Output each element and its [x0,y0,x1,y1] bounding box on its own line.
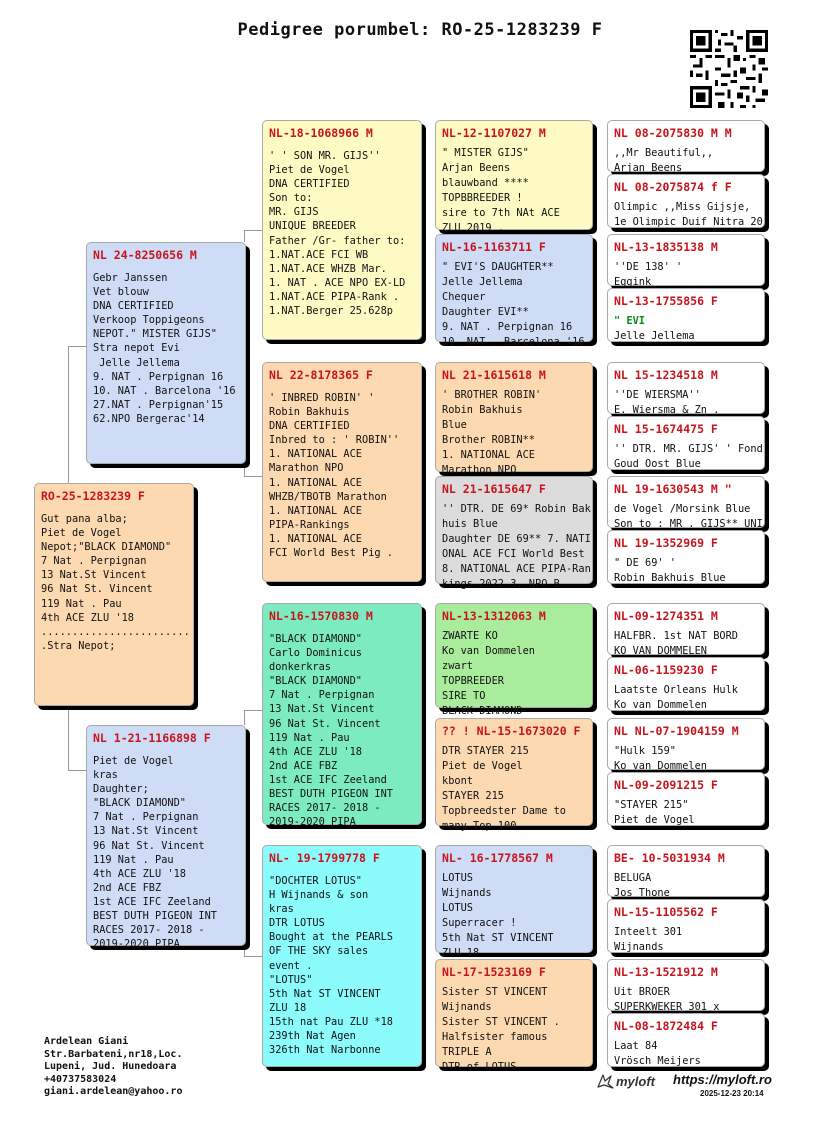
card-mf[interactable] [262,603,422,829]
brand-logo [596,1072,655,1090]
card-g3[interactable] [607,234,765,286]
pigeon-info: " DE 69' ' Robin Bakhuis Blue [614,557,726,584]
pigeon-info: Uit BROER SUPERKWEKER 301 x [614,986,720,1013]
ring-number: NL 15-1674475 F [614,422,718,436]
pigeon-info: " EVI'S DAUGHTER** Jelle Jellema Chequer Daughter EVI** 9. NAT . Perpignan 16 10. NAT . Barcelona '16 [442,261,585,348]
pigeon-logo-icon [596,1072,614,1090]
card-g9[interactable] [607,603,765,655]
card-father[interactable] [86,242,246,464]
card-g16[interactable] [607,1013,765,1067]
card-g2[interactable] [607,174,765,228]
pigeon-info: Inteelt 301 Wijnands [614,926,683,953]
ring-number: NL-13-1312063 M [442,609,546,623]
card-g7[interactable] [607,476,765,528]
pigeon-info: Gebr Janssen Vet blouw DNA CERTIFIED Verkoop Toppigeons NEPOT." MISTER GIJS" Stra nepot Evi Jelle Jellema 9. NAT . Perpignan 16 10. NAT . Barcelona '16 27.NAT . Perpignan'15 62.NPO Bergerac'14 [93,272,236,425]
card-g11[interactable] [607,718,765,770]
card-g10[interactable] [607,657,765,711]
pigeon-info: Jelle Jellema [614,330,695,342]
ring-number: NL 15-1234518 M [614,368,718,382]
card-g5[interactable] [607,362,765,414]
pigeon-info: HALFBR. 1st NAT BORD KO VAN DOMMELEN [614,630,738,657]
card-ffm[interactable] [435,234,593,348]
ring-number: NL 1-21-1166898 F [93,731,211,745]
card-g4[interactable] [607,288,765,342]
card-fmf[interactable] [435,362,593,476]
site-link[interactable]: https://myloft.ro [673,1072,772,1087]
ring-number: NL- 16-1778567 M [442,851,553,865]
ring-number: NL-13-1755856 F [614,294,718,308]
pigeon-info: "Hulk 159" Ko van Dommelen [614,745,707,772]
card-g8[interactable] [607,530,765,584]
pigeon-info: Olimpic ,,Miss Gijsje, 1e Olimpic Duif Nitra 20 [614,201,763,228]
pigeon-info: "STAYER 215" Piet de Vogel [614,799,695,826]
pigeon-info: ''DE 138' ' Eggink [614,261,683,288]
ring-number: NL 24-8250656 M [93,248,197,262]
card-mm[interactable] [262,845,422,1067]
pigeon-info: Gut pana alba; Piet de Vogel Nepot;"BLACK DIAMOND" 7 Nat . Perpignan 13 Nat.St Vincent 96 Nat St. Vincent 119 Nat . Pau 4th ACE ZLU '18 ........................ .Stra Nepot; [41,513,190,652]
qr-code [690,30,768,108]
ring-number: NL 08-2075830 M M [614,126,732,140]
ring-number: NL-13-1835138 M [614,240,718,254]
card-g1[interactable] [607,120,765,172]
card-g12[interactable] [607,772,765,826]
ring-number: NL 19-1630543 M " [614,482,732,496]
pigeon-info: "BLACK DIAMOND" Carlo Dominicus donkerkras "BLACK DIAMOND" 7 Nat . Perpignan 13 Nat.St Vincent 96 Nat St. Vincent 119 Nat . Pau 4th ACE ZLU '18 2nd ACE FBZ 1st ACE IFC Zeeland BEST DUTH PIGEON INT RACES 2017- 2018 - 2019-2020 PIPA [269,633,393,829]
pigeon-info: Laat 84 Vrösch Meijers [614,1040,701,1067]
ring-number: NL-15-1105562 F [614,905,718,919]
ring-number: NL- 19-1799778 F [269,851,380,865]
page-title: Pedigree porumbel: RO-25-1283239 F [237,20,603,40]
card-fm[interactable] [262,362,422,582]
card-mfm[interactable] [435,718,593,832]
ring-number: NL 21-1615647 F [442,482,546,496]
brand-name: myloft [616,1073,655,1089]
card-mother[interactable] [86,725,246,951]
pigeon-info: Sister ST VINCENT Wijnands Sister ST VINCENT . Halfsister famous TRIPLE A DTR of LOTUS [442,986,560,1073]
card-mff[interactable] [435,603,593,717]
ring-number: NL 19-1352969 F [614,536,718,550]
pigeon-info: ''DE WIERSMA'' E. Wiersma & Zn . [614,389,720,416]
pigeon-info: ,,Mr Beautiful,, Arjan Beens [614,147,714,174]
ring-number: NL-16-1163711 F [442,240,546,254]
pigeon-info: ' INBRED ROBIN' ' Robin Bakhuis DNA CERTIFIED Inbred to : ' ROBIN'' 1. NATIONAL ACE Marathon NPO 1. NATIONAL ACE WHZB/TBOTB Marathon 1. NATIONAL ACE PIPA-Rankings 1. NATIONAL ACE FCI World Best Pig . [269,392,400,560]
ring-number: NL-08-1872484 F [614,1019,718,1033]
pigeon-info: "DOCHTER LOTUS" H Wijnands & son kras DTR LOTUS Bought at the PEARLS OF THE SKY sales event . "LOTUS" 5th Nat ST VINCENT ZLU 18 15th nat Pau ZLU *18 239th Nat Agen 326th Nat Narbonne [269,875,393,1057]
card-subject[interactable] [34,483,194,706]
ring-number: ?? ! NL-15-1673020 F [442,724,581,738]
ring-number: NL NL-07-1904159 M [614,724,739,738]
pigeon-info: ' BROTHER ROBIN' Robin Bakhuis Blue Brother ROBIN** 1. NATIONAL ACE Marathon NPO [442,389,542,476]
ring-number: NL 22-8178365 F [269,368,373,382]
card-g14[interactable] [607,899,765,953]
pigeon-info: DTR STAYER 215 Piet de Vogel kbont STAYER 215 Topbreedster Dame to many Top 100 [442,745,566,832]
ring-number: BE- 10-5031934 M [614,851,725,865]
ring-number: NL-13-1521912 M [614,965,718,979]
ring-number: NL-17-1523169 F [442,965,546,979]
pigeon-info: ZWARTE KO Ko van Dommelen zwart TOPBREEDER SIRE TO BLACK DIAMOND [442,630,535,717]
pigeon-info: BELUGA Jos Thone [614,872,670,899]
pigeon-info: '' DTR. MR. GIJS' ' Fond Goud Oost Blue [614,443,763,470]
pigeon-info: Piet de Vogel kras Daughter; "BLACK DIAMOND" 7 Nat . Perpignan 13 Nat.St Vincent 96 Nat St. Vincent 119 Nat . Pau 4th ACE ZLU '18 2nd ACE FBZ 1st ACE IFC Zeeland BEST DUTH PIGEON INT RACES 2017- 2018 - 2019-2020 PIPA [93,755,217,951]
pigeon-name-highlight: " EVI [614,315,645,327]
timestamp: 2025-12-23 20:14 [700,1089,764,1098]
pigeon-info: LOTUS Wijnands LOTUS Superracer ! 5th Nat ST VINCENT ZLU 18 [442,872,554,959]
ring-number: NL 21-1615618 M [442,368,546,382]
pigeon-info: Laatste Orleans Hulk Ko van Dommelen [614,684,738,711]
card-g15[interactable] [607,959,765,1011]
card-g13[interactable] [607,845,765,897]
ring-number: NL-06-1159230 F [614,663,718,677]
ring-number: NL-18-1068966 M [269,126,373,140]
ring-number: NL 08-2075874 f F [614,180,732,194]
pigeon-info: ' ' SON MR. GIJS'' Piet de Vogel DNA CERTIFIED Son to: MR. GIJS UNIQUE BREEDER Father /Gr- father to: 1.NAT.ACE FCI WB 1.NAT.ACE WHZB Mar. 1. NAT . ACE NPO EX-LD 1.NAT.ACE PIPA-Rank . 1.NAT.Berger 25.628p [269,150,406,318]
ring-number: NL-16-1570830 M [269,609,373,623]
ring-number: NL-09-1274351 M [614,609,718,623]
card-g6[interactable] [607,416,765,470]
card-ff[interactable] [262,120,422,340]
pigeon-info: de Vogel /Morsink Blue Son to : MR . GIJS** UNI [614,503,763,530]
pigeon-info: '' DTR. DE 69* Robin Bak huis Blue Daughter DE 69** 7. NATI ONAL ACE FCI World Best 8. NATIONAL ACE PIPA-Ran kings 2022 3. NPO B [442,503,591,590]
ring-number: NL-12-1107027 M [442,126,546,140]
card-mmm[interactable] [435,959,593,1073]
pigeon-info: " MISTER GIJS" Arjan Beens blauwband **** TOPBBREEDER ! sire to 7th NAt ACE ZLU 2019 . [442,147,560,234]
ring-number: NL-09-2091215 F [614,778,718,792]
card-mmf[interactable] [435,845,593,959]
ring-number: RO-25-1283239 F [41,489,145,503]
card-fmm[interactable] [435,476,593,590]
card-fff[interactable] [435,120,593,234]
owner-contact: Ardelean Giani Str.Barbateni,nr18,Loc. Lupeni, Jud. Hunedoara +40737583024 giani.ardelean@yahoo.ro [44,1036,183,1098]
